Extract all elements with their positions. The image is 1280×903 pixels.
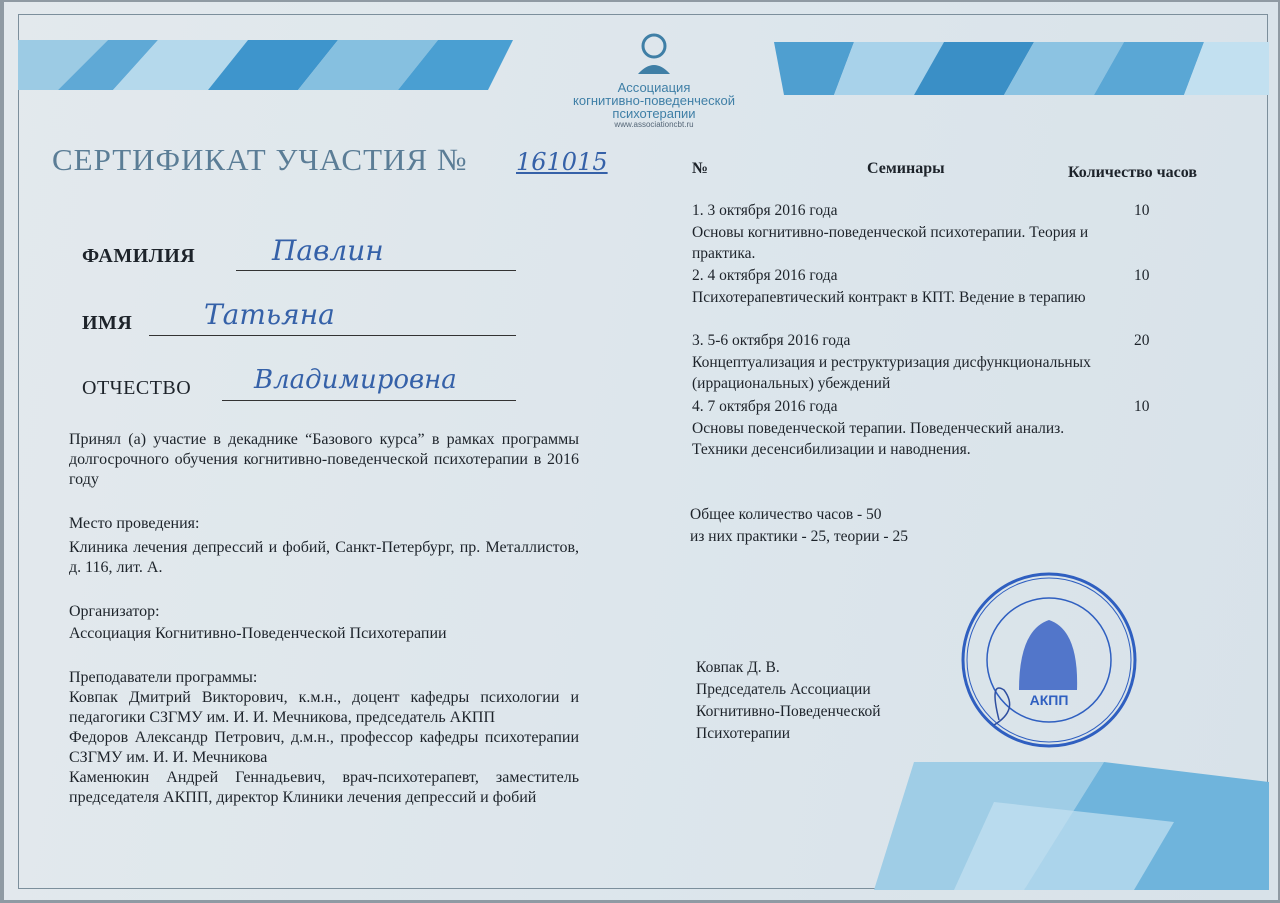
patronymic-label: ОТЧЕСТВО — [82, 377, 192, 399]
decor-triangles-left — [18, 32, 518, 92]
seminar-row-1 — [692, 200, 1112, 265]
venue-label: Место проведения: — [69, 515, 200, 532]
portrait-logo-icon — [634, 30, 674, 76]
seminar-row-2 — [692, 265, 1112, 308]
teacher-3: Каменюкин Андрей Геннадьевич, врач-психотерапевт, заместитель председателя АКПП, директор Клиники лечения депрессий и фобий — [69, 769, 579, 806]
col-seminars-header: Семинары — [867, 160, 945, 177]
teacher-1: Ковпак Дмитрий Викторович, к.м.н., доцент кафедры психологии и педагогики СЗГМУ им. И. И. Мечникова, председатель АКПП — [69, 689, 579, 726]
seminar-date: 1. 3 октября 2016 года — [692, 202, 838, 219]
association-logo — [564, 30, 744, 129]
organizer-value: Ассоциация Когнитивно-Поведенческой Психотерапии — [69, 625, 447, 642]
logo-line1: Ассоциация — [617, 80, 691, 95]
name-label: ИМЯ — [82, 312, 133, 334]
logo-line2: когнитивно-поведенческой — [573, 93, 735, 108]
seminar-topic: Основы поведенческой терапии. Поведенческий анализ. Техники десенсибилизации и наводнения. — [692, 419, 1065, 459]
certificate-number: 161015 — [516, 148, 608, 176]
name-value: Татьяна — [204, 298, 335, 331]
col-number-header: № — [692, 160, 709, 177]
seminar-hours-1: 10 — [1134, 202, 1150, 219]
association-stamp — [959, 570, 1139, 750]
seminar-hours-2: 10 — [1134, 267, 1150, 284]
teacher-2: Федоров Александр Петрович, д.м.н., профессор кафедры психотерапии СЗГМУ им. И. И. Мечникова — [69, 729, 579, 766]
teachers-label: Преподаватели программы: — [69, 669, 258, 686]
surname-value: Павлин — [272, 234, 384, 267]
hours-breakdown: из них практики - 25, теории - 25 — [690, 528, 908, 545]
seminar-topic: Психотерапевтический контракт в КПТ. Ведение в терапию — [692, 288, 1086, 306]
svg-text:АКПП: АКПП — [1029, 692, 1069, 708]
certificate-title: СЕРТИФИКАТ УЧАСТИЯ № — [52, 142, 468, 177]
organizer-label: Организатор: — [69, 603, 160, 620]
col-hours-header: Количество часов — [1068, 164, 1197, 181]
seminar-date: 2. 4 октября 2016 года — [692, 267, 838, 284]
venue-value: Клиника лечения депрессий и фобий, Санкт-Петербург, пр. Металлистов, д. 116, лит. А. — [69, 539, 579, 576]
seminar-topic: Основы когнитивно-поведенческой психотерапии. Теория и практика. — [692, 223, 1089, 263]
decor-triangles-right — [774, 40, 1274, 100]
logo-line3: психотерапии — [612, 106, 696, 121]
signer-role-2: Когнитивно-Поведенческой — [696, 703, 881, 720]
seminar-row-4 — [692, 396, 1112, 461]
surname-label: ФАМИЛИЯ — [82, 245, 196, 267]
logo-url: www.associationcbt.ru — [614, 120, 694, 129]
signer-role-1: Председатель Ассоциации — [696, 681, 871, 698]
certificate-paper — [4, 2, 1278, 900]
seminar-row-3 — [692, 330, 1112, 395]
total-hours: Общее количество часов - 50 — [690, 506, 882, 523]
intro-text: Принял (а) участие в декаднике “Базового курса” в рамках программы долгосрочного обучения когнитивно-поведенческой психотерапии в 2016 году — [69, 431, 579, 488]
decor-triangles-bottom — [874, 762, 1269, 890]
patronymic-value: Владимировна — [254, 365, 457, 395]
signer-name: Ковпак Д. В. — [696, 659, 780, 676]
seminar-date: 4. 7 октября 2016 года — [692, 398, 838, 415]
signer-role-3: Психотерапии — [696, 725, 791, 742]
seminar-hours-4: 10 — [1134, 398, 1150, 415]
seminar-topic: Концептуализация и реструктуризация дисфункциональных (иррациональных) убеждений — [692, 353, 1091, 393]
seminar-hours-3: 20 — [1134, 332, 1150, 349]
seminar-date: 3. 5-6 октября 2016 года — [692, 332, 851, 349]
